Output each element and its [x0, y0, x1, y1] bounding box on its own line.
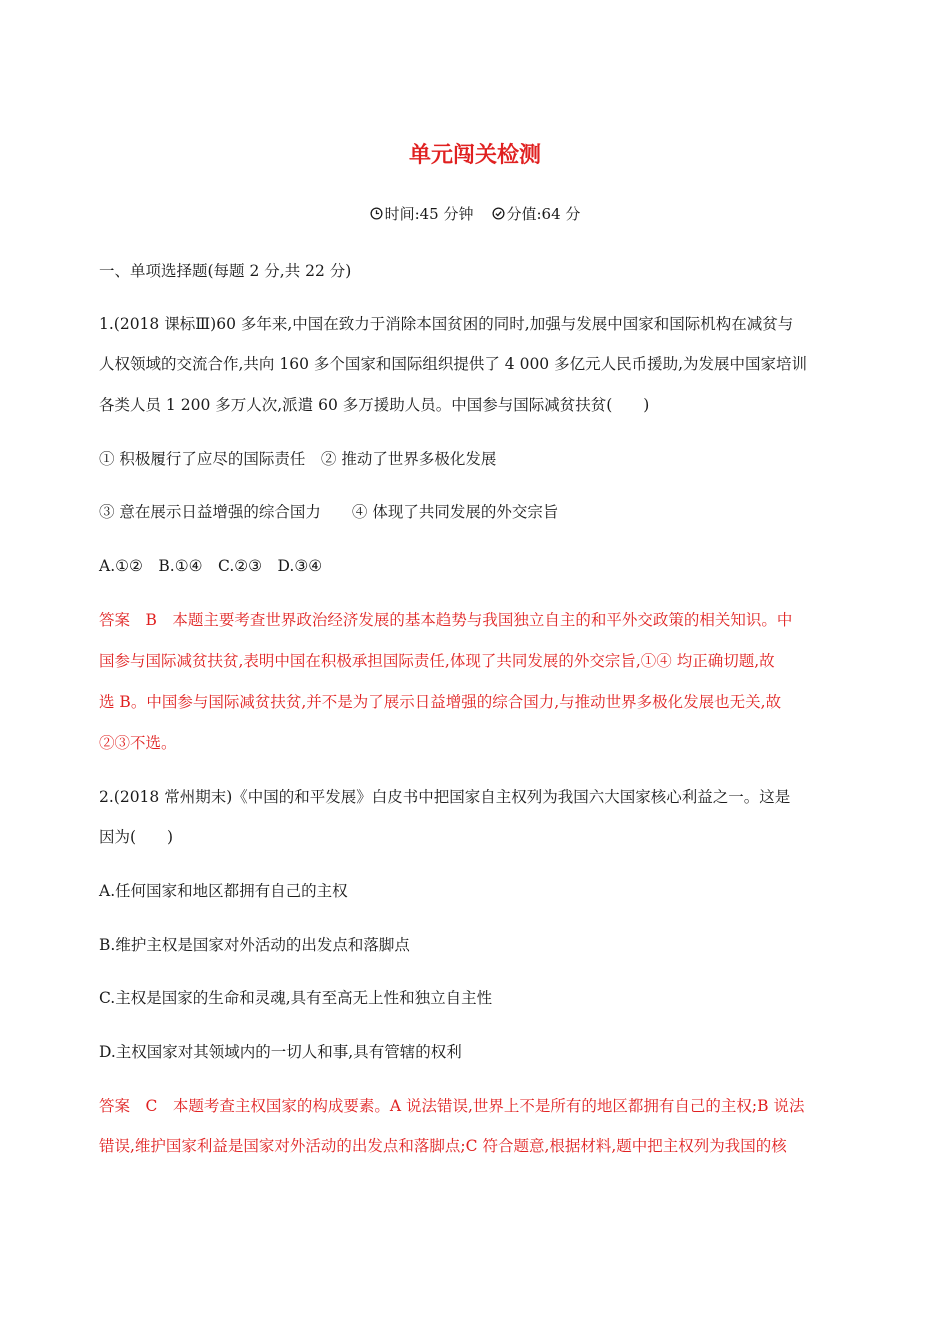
q1-statements-line-2: ③ 意在展示日益增强的综合国力 ④ 体现了共同发展的外交宗旨: [99, 503, 559, 521]
q1-answer-line-3: 选 B。中国参与国际减贫扶贫,并不是为了展示日益增强的综合国力,与推动世界多极化发展也无关,故: [99, 693, 782, 711]
q1-answer-line-2: 国参与国际减贫扶贫,表明中国在积极承担国际责任,体现了共同发展的外交宗旨,①④ 均正确切题,故: [99, 652, 775, 670]
q2-stem-line-2: 因为( ): [99, 828, 174, 846]
q2-option-c: C.主权是国家的生命和灵魂,具有至高无上性和独立自主性: [99, 989, 493, 1007]
q1-answer-line-1: 答案 B 本题主要考查世界政治经济发展的基本趋势与我国独立自主的和平外交政策的相关知识。中: [99, 611, 793, 629]
score-label: 分值:64 分: [506, 205, 581, 223]
q1-answer-line-4: ②③不选。: [99, 734, 177, 752]
check-circle-icon: [492, 207, 505, 220]
q2-answer-line-1: 答案 C 本题考查主权国家的构成要素。A 说法错误,世界上不是所有的地区都拥有自己的主权;B 说法: [99, 1097, 805, 1115]
q1-stem-line-3: 各类人员 1 200 多万人次,派遣 60 多万援助人员。中国参与国际减贫扶贫( ): [99, 396, 650, 414]
page-title: 单元闯关检测: [408, 143, 541, 168]
q2-stem-line-1: 2.(2018 常州期末)《中国的和平发展》白皮书中把国家自主权列为我国六大国家核心利益之一。这是: [99, 788, 791, 806]
section-heading: 一、单项选择题(每题 2 分,共 22 分): [99, 262, 352, 280]
q2-answer-line-2: 错误,维护国家利益是国家对外活动的出发点和落脚点;C 符合题意,根据材料,题中把主权列为我国的核: [99, 1137, 787, 1155]
q2-option-a: A.任何国家和地区都拥有自己的主权: [99, 882, 348, 900]
q2-option-b: B.维护主权是国家对外活动的出发点和落脚点: [99, 936, 410, 954]
q1-options: A.①② B.①④ C.②③ D.③④: [99, 557, 323, 575]
q1-stem-line-2: 人权领域的交流合作,共向 160 多个国家和国际组织提供了 4 000 多亿元人民币援助,为发展中国家培训: [99, 355, 808, 373]
exam-meta: [0, 203, 950, 224]
clock-icon: [370, 207, 383, 220]
q2-option-d: D.主权国家对其领域内的一切人和事,具有管辖的权利: [99, 1043, 462, 1061]
time-label: 时间:45 分钟: [384, 205, 474, 223]
q1-stem-line-1: 1.(2018 课标Ⅲ)60 多年来,中国在致力于消除本国贫困的同时,加强与发展中国家和国际机构在减贫与: [99, 315, 794, 333]
q1-statements-line-1: ① 积极履行了应尽的国际责任 ② 推动了世界多极化发展: [99, 450, 497, 468]
